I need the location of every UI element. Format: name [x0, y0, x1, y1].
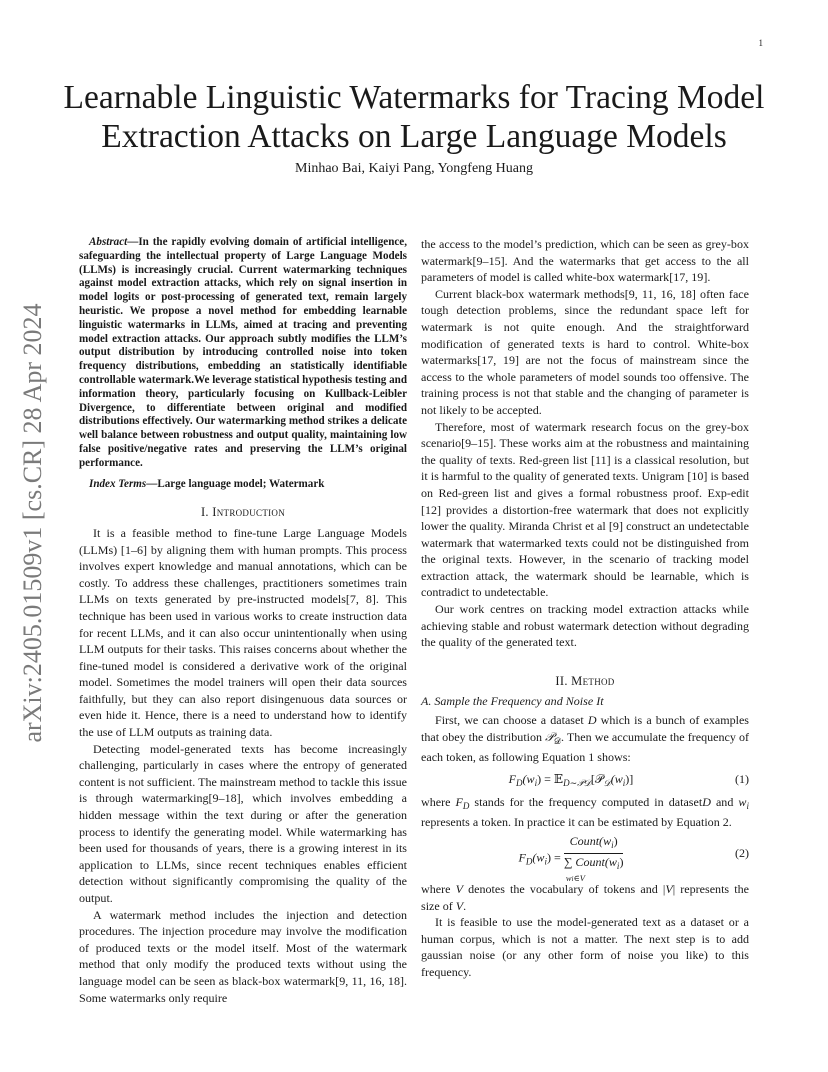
- index-terms-text: —Large language model; Watermark: [146, 477, 325, 490]
- method-paragraph-3: [421, 881, 749, 914]
- sum-subscript: [564, 874, 624, 884]
- equation-1: [421, 766, 749, 794]
- text-run: represents a token. In practice it can be estimated by Equation 2.: [421, 815, 732, 830]
- math-symbol: ) = 𝔼: [537, 771, 564, 786]
- math-symbol: ): [619, 855, 624, 869]
- section-heading-method: II. Method: [555, 673, 615, 688]
- author-list: Minhao Bai, Kaiyi Pang, Yongfeng Huang: [295, 161, 533, 176]
- intro-paragraph-1: It is a feasible method to fine-tune Large Language Models (LLMs) [1–6] by aligning them with human prompts. This process involves expert knowledge and manual annotations, which can be costly. To address these challenges, practitioners sometimes train LLMs on texts generated by pre-instructed models[7, 8]. This technique has been used in various works to create instruction data for recent LLMs, and it can also occur unintentionally when using LLM outputs for their tasks. This raises concerns about whether the fine-tuned model is considered a derivative work of the original model. Sometimes the model trainers will open their data sources faithfully, but they can also report disingenuous data sources or even hide it. Hence, there is a need to understand how to identify the use of LLM outputs as training data.: [79, 525, 407, 740]
- math-subscript: i: [544, 856, 547, 867]
- math-symbol: Count(w: [569, 834, 612, 848]
- abstract-text: —In the rapidly evolving domain of artificial intelligence, safeguarding the intellectual property of Large Language Models (LLMs) is increasingly crucial. Current watermarking techniques against model extraction attacks, which rely on signal insertion in model logits or post-processing of generated text, remain largely heuristic. We propose a novel method for embedding learnable linguistic watermarks in LLMs, aimed at tracing and preventing model extraction attacks. Our approach subtly modifies the LLM’s output distribution by introducing controlled noise into token frequency distributions, embedding an statistically identifiable controllable watermark.We leverage statistical hypothesis testing and information theory, particularly focusing on Kullback-Leibler Divergence, to differentiate between original and modified distributions effectively. Our watermarking method strikes a delicate well balance between robustness and output quality, maintaining low false positive/negative rates and preserving the LLM’s original performance.: [79, 236, 407, 469]
- index-terms: [79, 478, 407, 492]
- paper-title: [52, 78, 776, 156]
- equation-2-fraction: [564, 833, 624, 884]
- math-subscript: i: [616, 861, 620, 871]
- text-run: where: [421, 794, 456, 809]
- math-symbol: 𝒫: [545, 729, 554, 744]
- index-terms-label: Index Terms: [89, 477, 147, 490]
- fraction-denominator: [564, 854, 624, 884]
- subsection-heading-a: A. Sample the Frequency and Noise It: [421, 694, 604, 709]
- text-run: stands for the frequency computed in dataset: [469, 794, 703, 809]
- text-run: where: [421, 882, 456, 896]
- text-run: | represents the size of: [421, 882, 749, 913]
- math-symbol: F: [518, 850, 526, 865]
- right-column: [421, 236, 749, 981]
- math-subscript: D: [525, 856, 533, 867]
- math-symbol: w: [565, 873, 572, 883]
- intro-paragraph-2: Detecting model-generated texts has become increasingly challenging, particularly in cases where the entropy of generated content is not sufficient. The mainstream method to tackle this issue is through watermarking[9–18], which involves embedding a hidden message within the text during or after the generation process to identify the generating model. While watermarking has been used for thousands of years, there is a growing interest in its application to LLMs, since recent techniques enables efficient detection without significantly compromising the quality of the output.: [79, 741, 407, 905]
- intro-paragraph-5: Therefore, most of watermark research focus on the grey-box scenario[9–15]. These works aim at the robustness and maintaining the quality of texts. Red-green list [11] is a classical resolution, but it is harmful to the quality of generated texts. Unigram [10] is based on Red-green list and gives a formal robustness proof. Exp-edit [12] provides a distortion-free watermark that does not explicitly lower the quality. Miranda Christ et al [9] construct an undetectable watermark that watermarked texts could not be distinguished from the original texts. However, in the scenario of tracking model extraction attack, the watermark should be learnable, which is contradict to undetectable.: [421, 419, 749, 600]
- equation-1-body: [421, 771, 721, 792]
- title-line-2: Extraction Attacks on Large Language Models: [101, 118, 727, 155]
- math-symbol: V: [455, 898, 464, 913]
- math-symbol: (w: [610, 771, 623, 786]
- text-run: . Then we accumulate the frequency of each token, as following Equation 1 shows:: [421, 729, 749, 765]
- intro-paragraph-3: A watermark method includes the injection and detection procedures. The injection procedure may involve the modification of produced texts or the model itself. Most of the watermark method that only modify the produced texts without using the language model can be seen as black-box watermark[9, 11, 16, 18]. Some watermarks only require: [79, 907, 407, 1005]
- math-subscript: i: [611, 840, 614, 850]
- math-subscript: i: [534, 777, 538, 788]
- math-symbol: D: [702, 794, 711, 809]
- arxiv-identifier: arXiv:2405.01509v1 [cs.CR] 28 Apr 2024: [18, 303, 47, 743]
- text-run: denotes the vocabulary of tokens and |: [462, 882, 666, 896]
- intro-paragraph-4: Current black-box watermark methods[9, 11, 16, 18] often face tough detection problems, since the redundant space left for watermark is not quite enough. And the straightforward modification of generated texts is hard to control. White-box watermarks[17, 19] are not the focus of mainstream since the access to the whole parameters of model sounds too offensive. The training process is not that stable and the changing of parameter is not likely to be accepted.: [421, 286, 749, 417]
- text-run: First, we can choose a dataset: [435, 713, 588, 728]
- abstract: [79, 236, 407, 471]
- fraction-numerator: [564, 833, 624, 854]
- title-line-1: Learnable Linguistic Watermarks for Tracing Model: [63, 79, 765, 116]
- math-subscript: D∼𝒫𝒟: [563, 777, 591, 788]
- left-column: [79, 236, 407, 1006]
- section-heading-introduction: I. Introduction: [200, 505, 286, 520]
- intro-paragraph-6: Our work centres on tracking model extraction attacks while achieving stable and robust watermark detection without degrading the quality of the generated text.: [421, 602, 749, 650]
- math-subscript: D: [516, 777, 523, 788]
- abstract-label: Abstract: [89, 236, 128, 248]
- math-symbol: ): [613, 834, 618, 848]
- math-symbol: V: [665, 882, 673, 896]
- math-symbol: w: [738, 794, 747, 809]
- equation-2-body: [421, 833, 721, 884]
- math-subscript: i: [571, 875, 574, 883]
- equation-2: [421, 831, 749, 881]
- math-subscript: 𝒟: [603, 777, 611, 788]
- math-symbol: F: [508, 771, 517, 786]
- intro-paragraph-3-continued: the access to the model’s prediction, which can be seen as grey-box watermark[9–15]. And the watermarks that get access to the all parameters of model is called white-box watermark[17, 19].: [421, 237, 749, 285]
- math-symbol: [𝒫: [590, 771, 604, 786]
- text-run: which is a bunch of examples that obey the distribution: [421, 713, 749, 744]
- math-subscript: i: [622, 777, 626, 788]
- math-subscript: D: [462, 800, 470, 811]
- math-symbol: F: [455, 794, 463, 809]
- method-paragraph-1: [421, 712, 749, 766]
- equation-1-number: (1): [734, 771, 749, 786]
- math-symbol: Count(w: [575, 855, 617, 869]
- math-symbol: (w: [532, 850, 545, 865]
- math-subscript: 𝒟: [553, 735, 562, 746]
- method-paragraph-2: [421, 794, 749, 831]
- page-number: 1: [758, 38, 763, 48]
- equation-2-number: (2): [734, 846, 749, 860]
- math-symbol: ) =: [546, 850, 561, 865]
- math-symbol: )]: [625, 771, 634, 786]
- math-symbol: D: [587, 713, 597, 728]
- sum-symbol: ∑: [563, 855, 573, 869]
- math-symbol: (w: [522, 771, 535, 786]
- math-symbol: ∈V: [573, 873, 585, 883]
- method-paragraph-4: It is feasible to use the model-generated text as a dataset or a human corpus, which is not a matter. The next step is to add gaussian noise (or any other form of noise you like) to this frequency.: [421, 915, 749, 979]
- text-run: and: [710, 794, 739, 809]
- math-symbol: V: [455, 882, 463, 896]
- text-run: .: [463, 898, 467, 913]
- math-subscript: i: [746, 800, 749, 811]
